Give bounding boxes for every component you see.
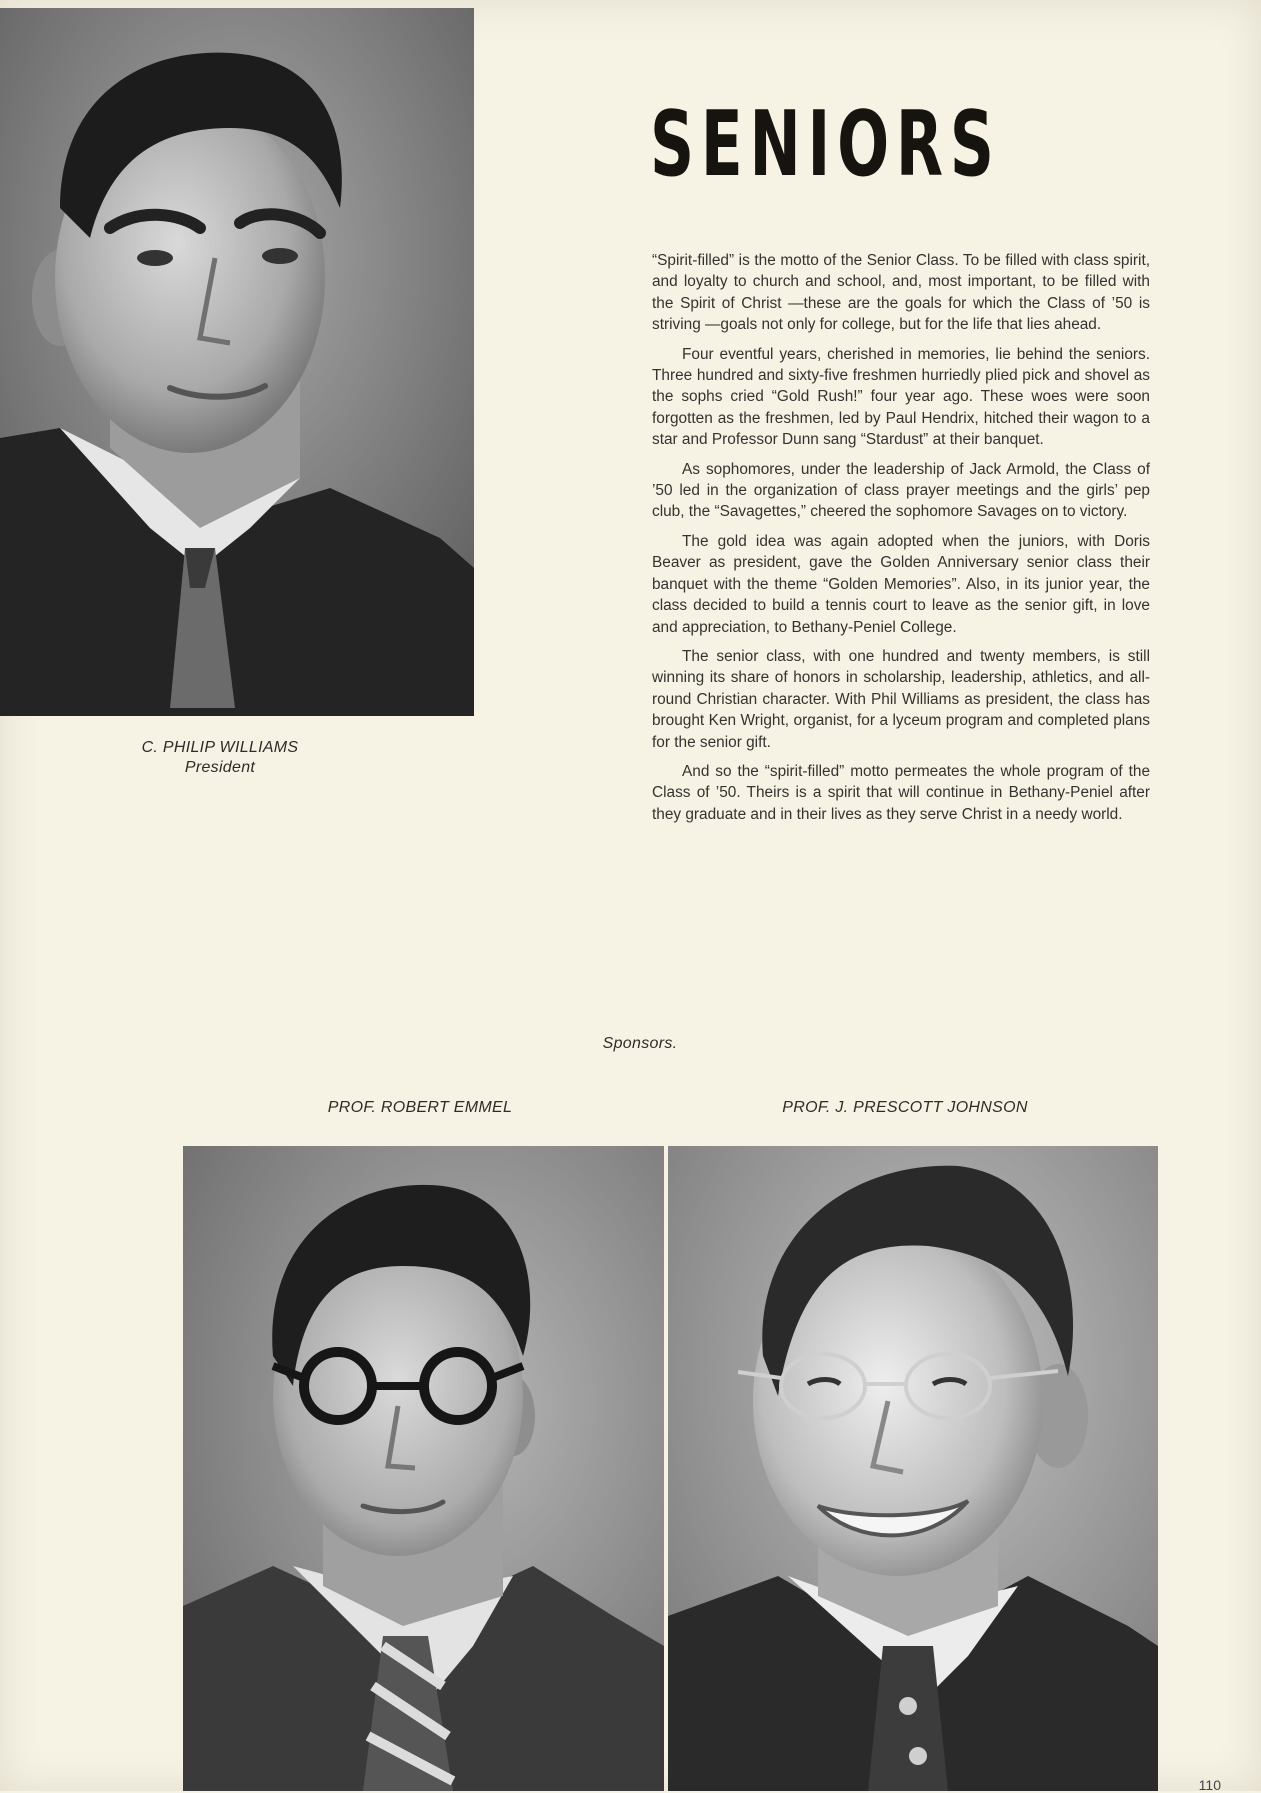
sponsors-heading: Sponsors. xyxy=(602,1035,678,1052)
article-paragraph: The gold idea was again adopted when the juniors, with Doris Beaver as president, gave the Golden Anniversary senior class their banquet with the theme “Golden Memories”. Also, in its junior year, the class decided to build a tennis court to leave as the senior gift, in love and appreciation, to Bethany-Peniel College. xyxy=(652,532,1150,636)
article-paragraph: And so the “spirit-filled” motto permeates the whole program of the Class of ’50. Theirs is a spirit that will continue in Bethany-Peniel after they graduate and in their lives as they serve Christ in a needy world. xyxy=(652,762,1150,823)
sponsor-name: PROF. J. PRESCOTT JOHNSON xyxy=(782,1099,1028,1116)
article-paragraph: “Spirit-filled” is the motto of the Senior Class. To be filled with class spirit, and loyalty to church and school, and, most important, to be filled with the Spirit of Christ —these are the goals for which the Class of ’50 is striving —goals not only for college, but for the life that lies ahead. xyxy=(652,252,1150,334)
sponsor-portrait-photo xyxy=(183,1146,664,1791)
article-paragraph: Four eventful years, cherished in memories, lie behind the seniors. Three hundred and sixty-five freshmen hurriedly plied pick and shovel as the sophs cried “Gold Rush!” four year ago. These woes were soon forgotten as the freshmen, led by Paul Hendrix, hitched their wagon to a star and Professor Dunn sang “Stardust” at their banquet. xyxy=(652,345,1150,449)
president-caption xyxy=(120,738,320,778)
page-title: SENIORS xyxy=(650,92,1001,197)
sponsor-portrait-photo xyxy=(668,1146,1158,1791)
article-paragraph: The senior class, with one hundred and twenty members, is still winning its share of honors in scholarship, leadership, athletics, and all-round Christian character. With Phil Williams as president, the class has brought Ken Wright, organist, for a lyceum program and completed plans for the senior gift. xyxy=(652,647,1150,751)
president-name: C. PHILIP WILLIAMS xyxy=(141,739,299,756)
sponsor-name: PROF. ROBERT EMMEL xyxy=(327,1099,513,1116)
article-paragraph: As sophomores, under the leadership of Jack Armold, the Class of ’50 led in the organization of class prayer meetings and the girls’ pep club, the “Savagettes,” cheered the sophomore Savages on to victory. xyxy=(652,460,1150,521)
president-role: President xyxy=(184,759,256,776)
article-body xyxy=(652,250,1150,833)
page-number: 110 xyxy=(1198,1777,1221,1793)
president-portrait-photo xyxy=(0,8,474,716)
